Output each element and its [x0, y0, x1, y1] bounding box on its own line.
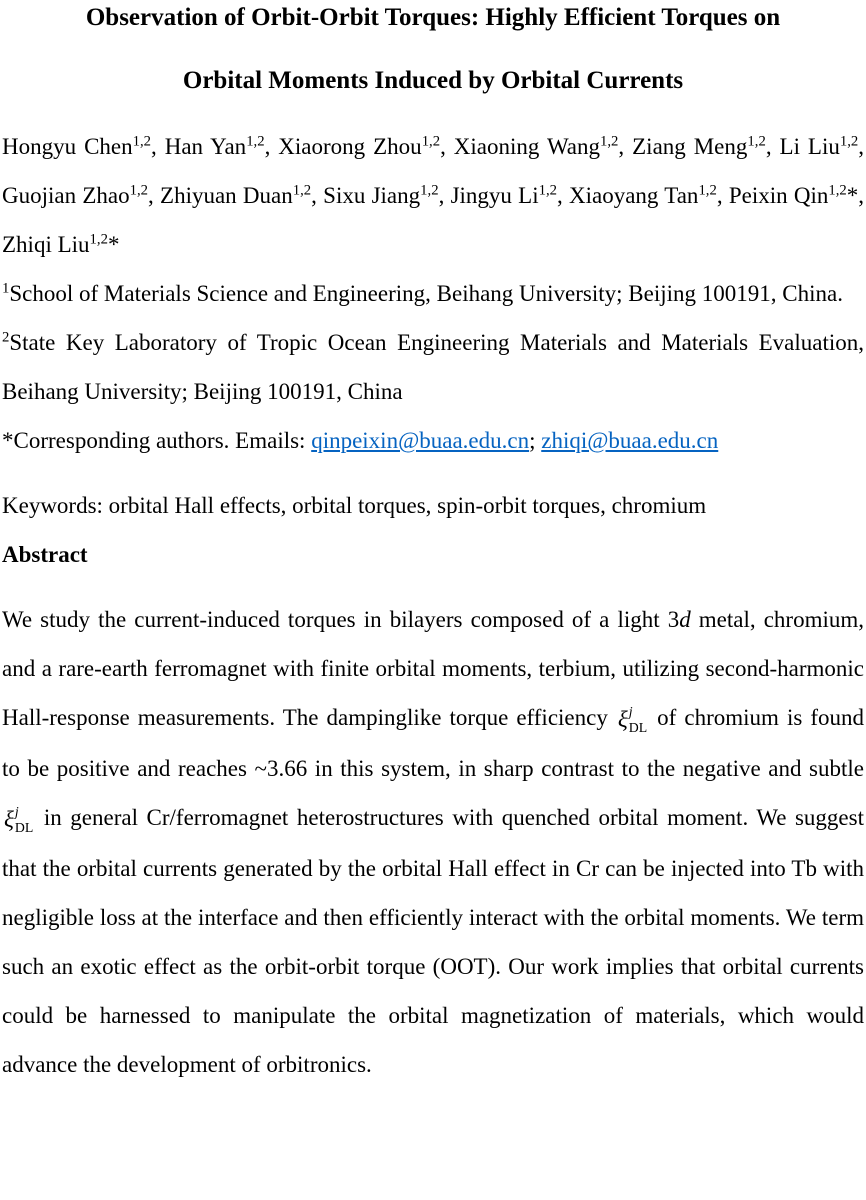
text-run: ; — [529, 428, 542, 453]
text-run: , Han Yan — [151, 134, 247, 159]
text-run: State Key Laboratory of Tropic Ocean Engineering Materials and Materials Evaluation, Beihang University; Beijing 100191, China — [2, 330, 864, 404]
text-run: , Peixin Qin — [716, 183, 829, 208]
text-run: , Xiaoning Wang — [440, 134, 601, 159]
paper-title — [2, 0, 864, 112]
author-list — [2, 122, 864, 269]
email-link[interactable]: zhiqi@buaa.edu.cn — [541, 428, 719, 453]
text-run: , Zhiyuan Duan — [148, 183, 293, 208]
math-scripts — [15, 804, 33, 836]
keywords-line: Keywords: orbital Hall effects, orbital torques, spin-orbit torques, chromium — [2, 493, 707, 518]
affiliation-superscript: 2 — [2, 329, 10, 346]
text-run: , Sixu Jiang — [311, 183, 421, 208]
affiliation-superscript: 1,2 — [538, 182, 558, 199]
math-base-xi: ξ — [617, 707, 628, 733]
text-run: of chromium is found to be positive and reaches ~3.66 in this system, in sharp contrast to the negative and subtle — [2, 705, 864, 782]
text-run: , Ziang Meng — [618, 134, 748, 159]
paper-title-line-2: Orbital Moments Induced by Orbital Currents — [182, 67, 684, 94]
text-run: , Jingyu Li — [438, 183, 539, 208]
email-link[interactable]: qinpeixin@buaa.edu.cn — [311, 428, 530, 453]
paper-title-line-1: Observation of Orbit-Orbit Torques: Highly Efficient Torques on — [85, 4, 781, 31]
math-xi-dl-j — [4, 795, 33, 844]
math-superscript-j: j — [14, 804, 19, 820]
math-scripts — [629, 704, 647, 736]
affiliation-superscript: 1,2 — [747, 133, 766, 150]
affiliation-2 — [2, 318, 864, 416]
affiliation-superscript: 1,2 — [420, 182, 439, 199]
math-base-xi: ξ — [4, 807, 14, 833]
text-run: School of Materials Science and Engineering, Beihang University; Beijing 100191, China. — [9, 281, 843, 306]
affiliation-superscript: 1,2 — [421, 133, 441, 150]
text-run: Hongyu Chen — [2, 134, 133, 159]
corresponding-authors — [2, 416, 864, 465]
affiliation-superscript: 1,2 — [698, 182, 717, 199]
affiliation-superscript: 1,2 — [89, 231, 108, 248]
text-run: in general Cr/ferromagnet heterostructures with quenched orbital moment. We suggest that the orbital currents generated by the orbital Hall effect in Cr can be injected into Tb with negligible loss at the interface and then efficiently interact with the orbital moments. We term such an exotic effect as the orbit-orbit torque (OOT). Our work implies that orbital currents could be harnessed to manipulate the orbital magnetization of materials, which would advance the development of orbitronics. — [2, 805, 864, 1078]
math-xi-dl-j — [618, 695, 647, 744]
text-run: , Guojian Zhao — [2, 134, 865, 208]
affiliation-superscript: 1 — [2, 280, 10, 297]
affiliation-superscript: 1,2 — [292, 182, 312, 199]
abstract-paragraph — [2, 595, 864, 1089]
text-run: We study the current-induced torques in bilayers composed of a light 3 — [2, 607, 680, 632]
text-run: , Li Liu — [765, 134, 840, 159]
text-run: , Xiaorong Zhou — [264, 134, 422, 159]
abstract-heading: Abstract — [2, 542, 88, 567]
math-subscript-dl: DL — [628, 719, 648, 735]
text-run: *Corresponding authors. Emails: — [2, 428, 312, 453]
affiliation-superscript: 1,2 — [246, 133, 265, 150]
affiliation-superscript: 1,2 — [129, 182, 149, 199]
affiliation-superscript: 1,2 — [132, 133, 152, 150]
italic-run: d — [679, 607, 691, 632]
text-run: metal, chromium, and a rare-earth ferromagnet with finite orbital moments, terbium, utilizing second-harmonic Hall-response measurements. The dampinglike torque efficiency — [2, 607, 864, 730]
text-run: , Xiaoyang Tan — [557, 183, 699, 208]
math-subscript-dl: DL — [14, 819, 34, 835]
affiliation-superscript: 1,2 — [839, 133, 859, 150]
affiliation-superscript: 1,2 — [600, 133, 619, 150]
text-run: *, Zhiqi Liu — [2, 183, 865, 257]
affiliation-superscript: 1,2 — [828, 182, 847, 199]
affiliation-1 — [2, 269, 864, 318]
text-run: * — [107, 232, 120, 257]
math-superscript-j: j — [628, 703, 633, 719]
